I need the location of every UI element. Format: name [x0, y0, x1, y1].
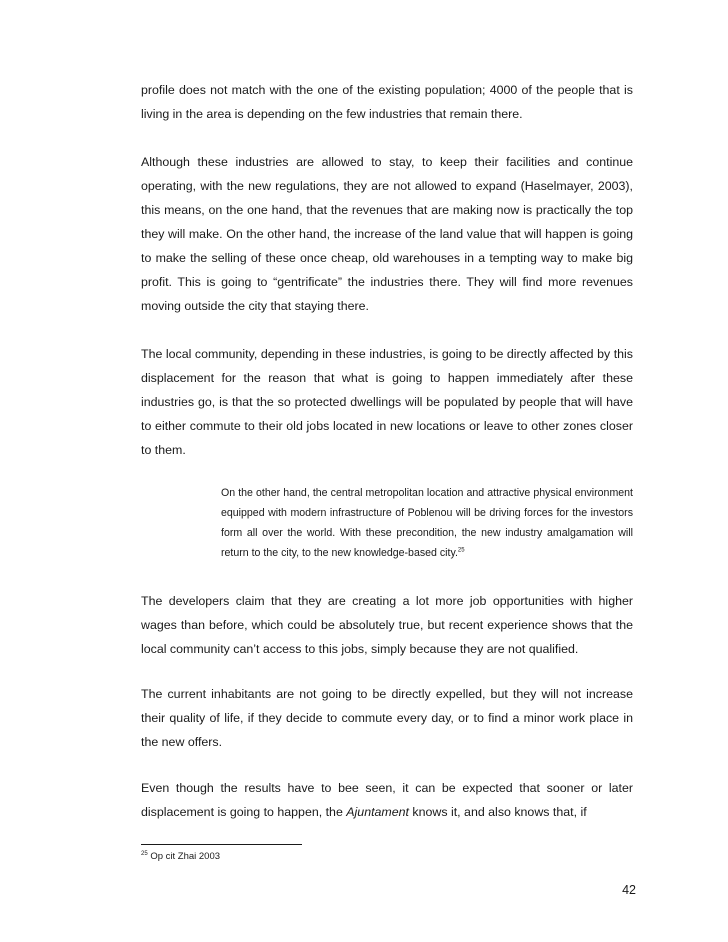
- page-number: 42: [622, 883, 636, 897]
- footnote: [141, 850, 220, 864]
- footnote-text: Op cit Zhai 2003: [150, 851, 221, 862]
- paragraph-current-inhabitants: The current inhabitants are not going to be directly expelled, but they will not increase their quality of life, if they decide to commute every day, or to find a minor work place in the new offers.: [141, 687, 633, 749]
- block-quote: [221, 483, 633, 563]
- paragraph-displacement: [141, 776, 633, 824]
- ajuntament-italic: Ajuntament: [346, 805, 409, 819]
- paragraph-continued: profile does not match with the one of the existing population; 4000 of the people that is living in the area is depending on the few industries that remain there.: [141, 83, 633, 121]
- paragraph-developers-claim: The developers claim that they are creating a lot more job opportunities with higher wages than before, which could be absolutely true, but recent experience shows that the local community can’t access to this jobs, simply because they are not qualified.: [141, 594, 633, 656]
- footnote-reference: 25: [457, 547, 465, 554]
- paragraph-displacement-start: Even though the results have to bee seen, it can be expected that sooner or later displacement is going to happen, the: [141, 781, 633, 819]
- paragraph-local-community: The local community, depending in these industries, is going to be directly affected by this displacement for the reason that what is going to happen immediately after these industries go, is that the so protected dwellings will be populated by people that will have to either commute to their old jobs located in new locations or leave to other zones closer to them.: [141, 347, 633, 457]
- footnote-separator: [141, 844, 302, 845]
- paragraph-displacement-end: knows it, and also knows that, if: [408, 805, 587, 819]
- footnote-number: 25: [141, 850, 148, 857]
- block-quote-text: On the other hand, the central metropolitan location and attractive physical environment equipped with modern infrastructure of Poblenou will be driving forces for the investors form all over the world. With these precondition, the new industry amalgamation will return to the city, to the new knowledge-based city.: [221, 487, 633, 559]
- paragraph-industries-regulations: Although these industries are allowed to stay, to keep their facilities and continue operating, with the new regulations, they are not allowed to expand (Haselmayer, 2003), this means, on the one hand, that the revenues that are making now is practically the top they will make. On the other hand, the increase of the land value that will happen is going to make the selling of these once cheap, old warehouses in a tempting way to make big profit. This is going to “gentrificate” the industries there. They will find more revenues moving outside the city that staying there.: [141, 155, 633, 313]
